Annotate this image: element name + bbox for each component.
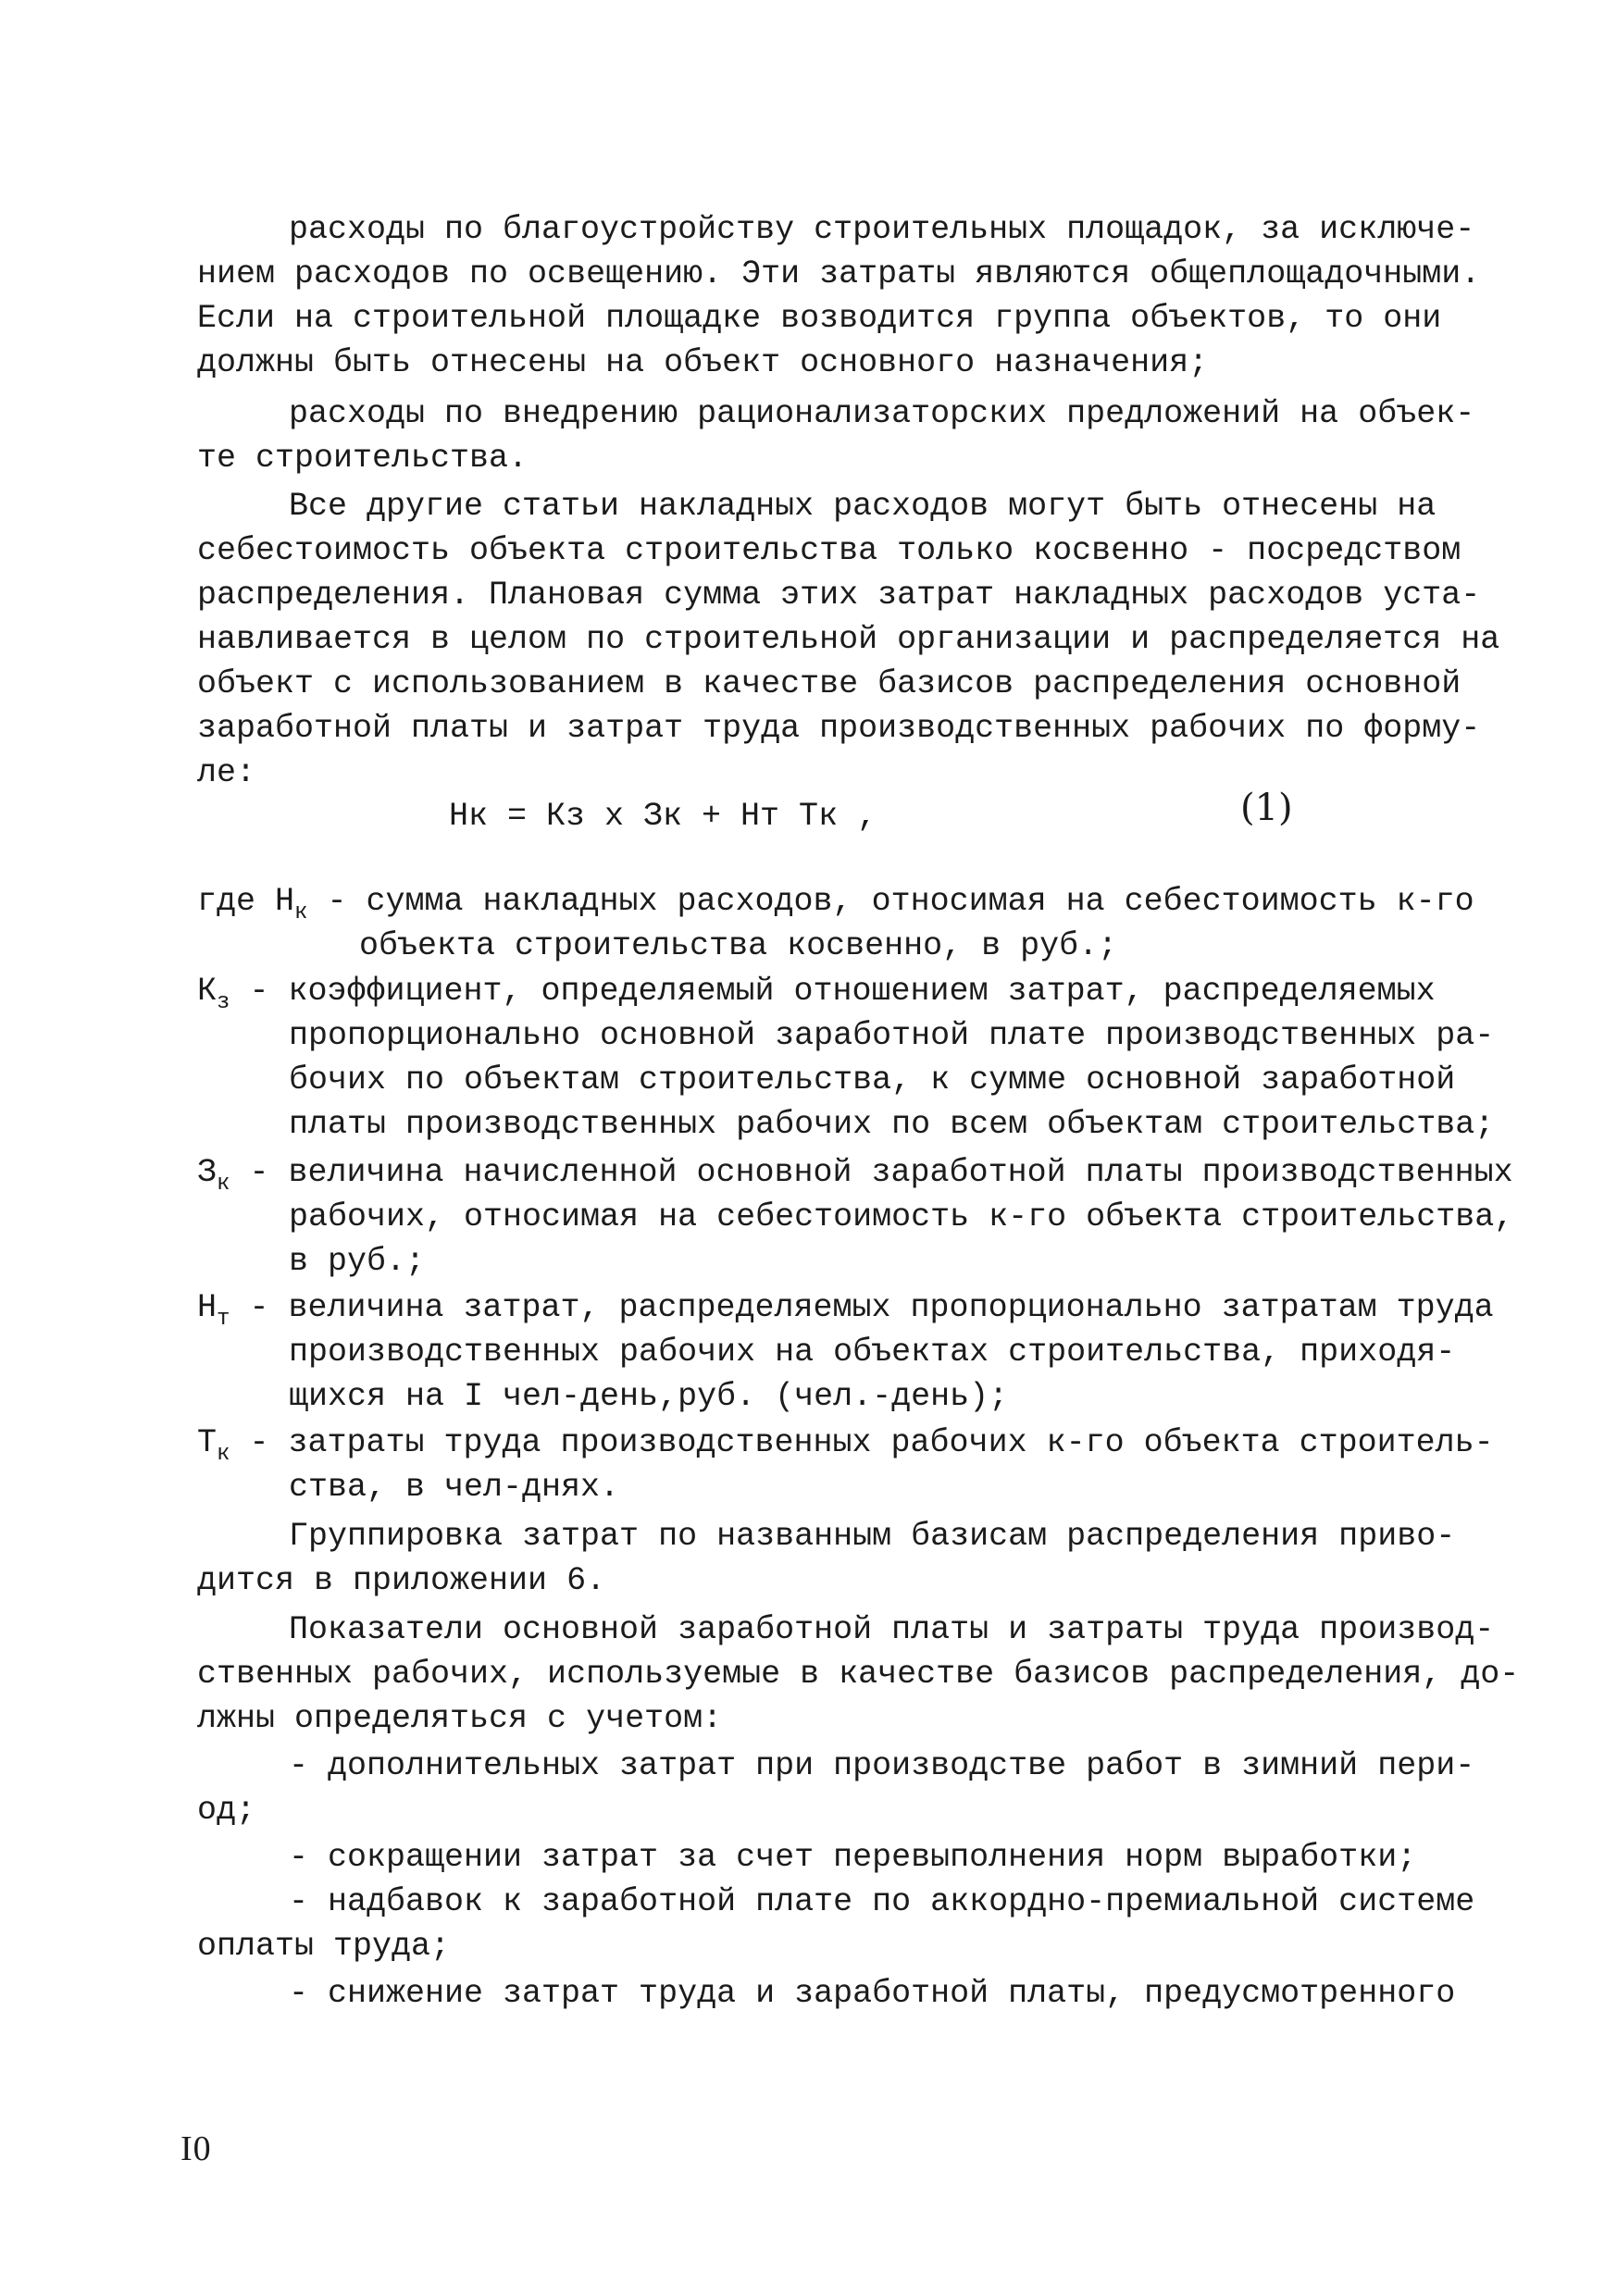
text-line: Показатели основной заработной платы и затраты труда производ-: [289, 1611, 1495, 1648]
definition-text: - величина затрат, распределяемых пропорционально затратам труда: [249, 1289, 1494, 1326]
text-line: оплаты труда;: [197, 1928, 451, 1965]
definition-text: - коэффициент, определяемый отношением затрат, распределяемых: [249, 973, 1436, 1010]
page-number: I0: [180, 2129, 212, 2168]
definition-nk: [197, 879, 1474, 924]
text-line: бочих по объектам строительства, к сумме основной заработной: [289, 1061, 1456, 1098]
text-line: те строительства.: [197, 440, 529, 477]
text-line: расходы по благоустройству строительных площадок, за исключе-: [289, 211, 1475, 248]
symbol: Т: [197, 1424, 218, 1461]
text-line: расходы по внедрению рационализаторских предложений на объек-: [289, 395, 1475, 432]
symbol: Н: [197, 1289, 218, 1326]
text-line: од;: [197, 1792, 256, 1829]
text-line: Группировка затрат по названным базисам распределения приво-: [289, 1518, 1456, 1555]
text-line: пропорционально основной заработной плате производственных ра-: [289, 1017, 1495, 1054]
text-line: в руб.;: [289, 1243, 426, 1280]
definition-tk: [197, 1421, 1494, 1465]
text-line: объекта строительства косвенно, в руб.;: [359, 927, 1118, 964]
symbol: К: [197, 973, 218, 1010]
definition-text: - затраты труда производственных рабочих к-го объекта строитель-: [249, 1424, 1494, 1461]
text-line: - сокращении затрат за счет перевыполнения норм выработки;: [289, 1839, 1417, 1876]
symbol-subscript: к: [294, 900, 308, 925]
symbol-subscript: з: [217, 990, 230, 1015]
text-line: дится в приложении 6.: [197, 1562, 606, 1599]
text-line: платы производственных рабочих по всем объектам строительства;: [289, 1106, 1495, 1143]
symbol: З: [197, 1154, 218, 1191]
definition-prefix: где: [197, 883, 256, 920]
text-line: Все другие статьи накладных расходов могут быть отнесены на: [289, 488, 1437, 525]
definition-text: - сумма накладных расходов, относимая на себестоимость к-го: [327, 883, 1474, 920]
text-line: нием расходов по освещению. Эти затраты являются общеплощадочными.: [197, 255, 1481, 292]
definition-text: - величина начисленной основной заработной платы производственных: [249, 1154, 1513, 1191]
text-line: ства, в чел-днях.: [289, 1469, 620, 1506]
text-line: ле:: [197, 754, 256, 791]
text-line: себестоимость объекта строительства только косвенно - посредством: [197, 532, 1462, 569]
formula: Нк = Кз х Зк + Нт Тк ,: [449, 798, 877, 835]
text-line: лжны определяться с учетом:: [197, 1700, 723, 1737]
text-line: ственных рабочих, используемые в качестве базисов распределения, до-: [197, 1656, 1520, 1693]
definition-kz: [197, 969, 1436, 1013]
text-line: объект с использованием в качестве базисов распределения основной: [197, 665, 1462, 702]
definition-nt: [197, 1285, 1494, 1330]
text-line: - дополнительных затрат при производстве работ в зимний пери-: [289, 1747, 1475, 1784]
text-line: - снижение затрат труда и заработной платы, предусмотренного: [289, 1975, 1456, 2012]
text-line: навливается в целом по строительной организации и распределяется на: [197, 621, 1500, 658]
text-line: - надбавок к заработной плате по аккордно-премиальной системе: [289, 1883, 1475, 1920]
text-line: щихся на I чел-день,руб. (чел.-день);: [289, 1378, 1009, 1415]
text-line: распределения. Плановая сумма этих затрат накладных расходов уста-: [197, 577, 1481, 614]
symbol-subscript: к: [217, 1172, 230, 1197]
symbol-subscript: к: [217, 1442, 230, 1467]
text-line: заработной платы и затрат труда производственных рабочих по форму-: [197, 710, 1481, 747]
definition-zk: [197, 1150, 1513, 1195]
text-line: должны быть отнесены на объект основного назначения;: [197, 344, 1209, 381]
symbol: Н: [275, 883, 295, 920]
symbol-subscript: т: [217, 1307, 230, 1332]
formula-number: (1): [1240, 787, 1293, 829]
text-line: производственных рабочих на объектах строительства, приходя-: [289, 1334, 1456, 1371]
text-line: Если на строительной площадке возводится группа объектов, то они: [197, 300, 1442, 337]
text-line: рабочих, относимая на себестоимость к-го объекта строительства,: [289, 1198, 1514, 1235]
